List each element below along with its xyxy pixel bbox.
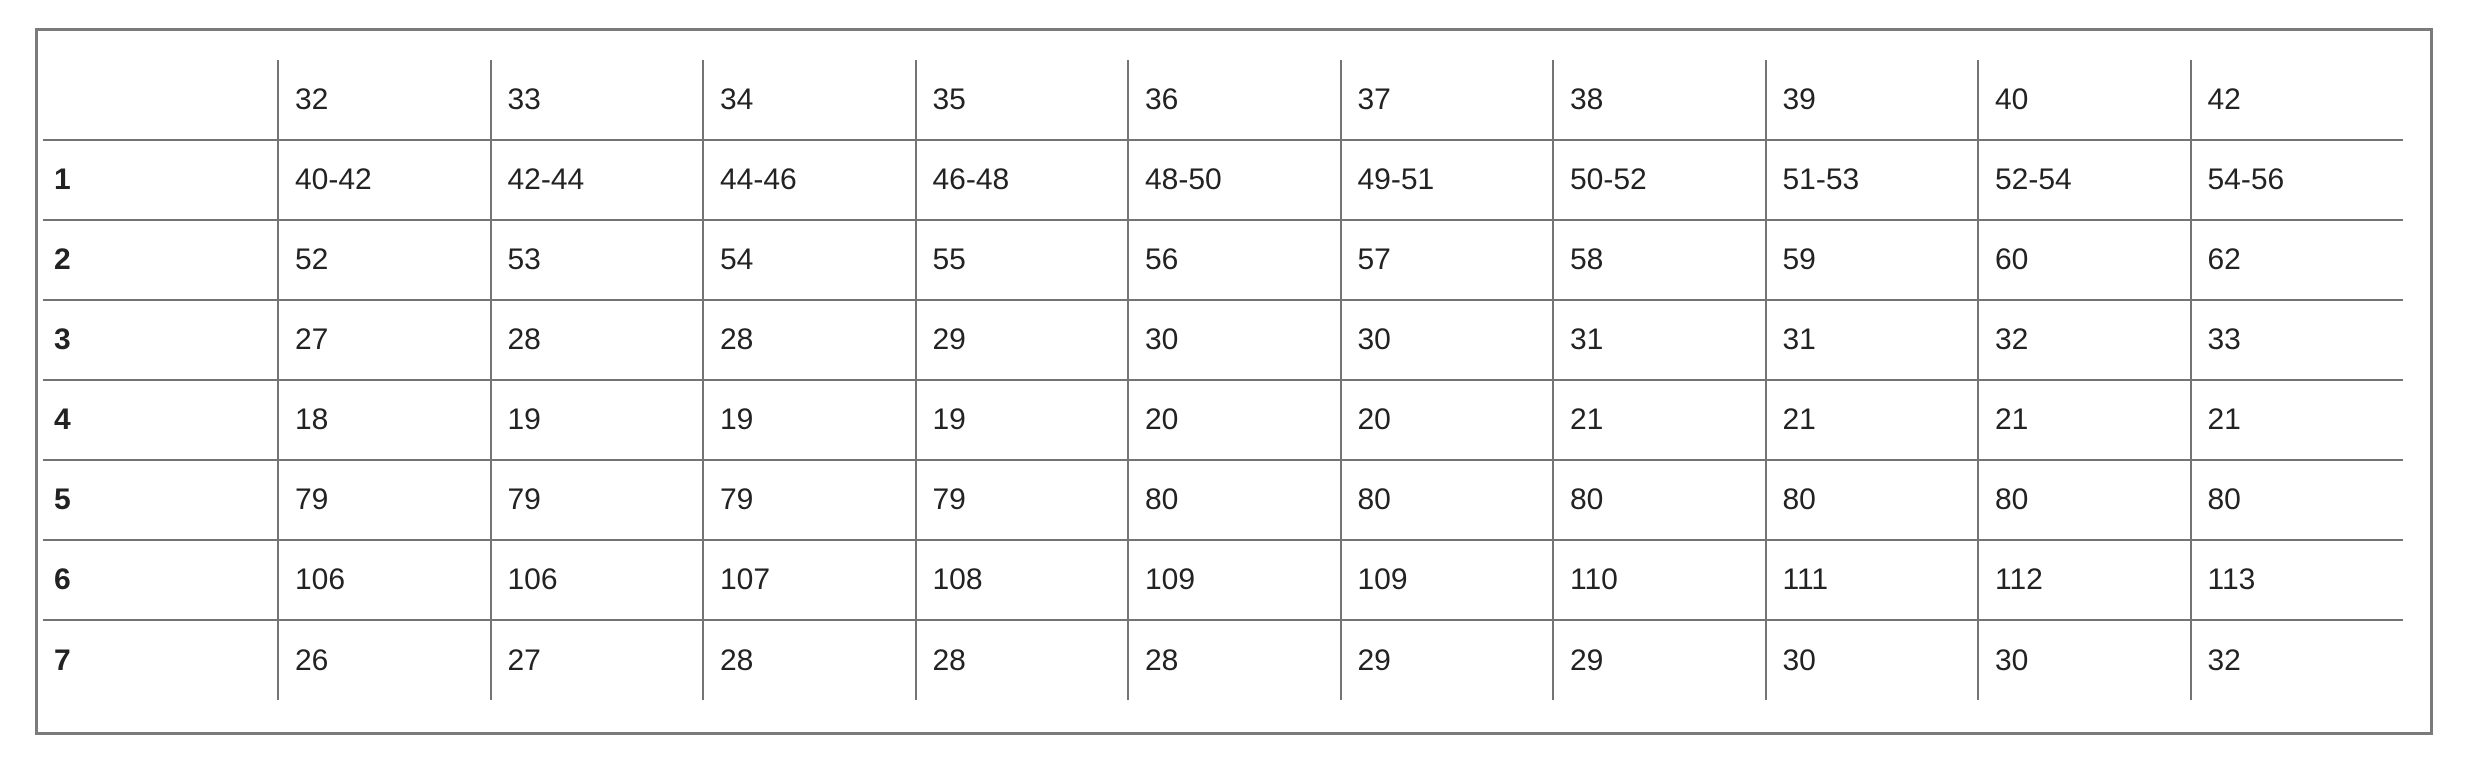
row-label-cell: 3 — [43, 300, 278, 380]
data-cell: 53 — [491, 220, 704, 300]
data-cell: 52-54 — [1978, 140, 2191, 220]
data-cell: 55 — [916, 220, 1129, 300]
data-cell: 40-42 — [278, 140, 491, 220]
data-cell: 62 — [2191, 220, 2404, 300]
data-cell: 28 — [491, 300, 704, 380]
table-row — [43, 460, 2403, 540]
data-cell: 80 — [1553, 460, 1766, 540]
data-cell: 21 — [1553, 380, 1766, 460]
data-cell: 54-56 — [2191, 140, 2404, 220]
data-cell: 44-46 — [703, 140, 916, 220]
data-cell: 108 — [916, 540, 1129, 620]
table-row — [43, 300, 2403, 380]
data-cell: 58 — [1553, 220, 1766, 300]
data-cell: 110 — [1553, 540, 1766, 620]
data-cell: 106 — [278, 540, 491, 620]
data-cell: 28 — [703, 620, 916, 700]
data-cell: 28 — [703, 300, 916, 380]
data-cell: 50-52 — [1553, 140, 1766, 220]
table-row — [43, 540, 2403, 620]
data-cell: 29 — [916, 300, 1129, 380]
column-header-cell: 35 — [916, 60, 1129, 140]
row-label-cell: 4 — [43, 380, 278, 460]
data-cell: 20 — [1128, 380, 1341, 460]
data-cell: 79 — [278, 460, 491, 540]
row-label-cell: 1 — [43, 140, 278, 220]
data-cell: 26 — [278, 620, 491, 700]
row-label-cell: 6 — [43, 540, 278, 620]
column-header-cell: 33 — [491, 60, 704, 140]
data-cell: 29 — [1341, 620, 1554, 700]
data-cell: 80 — [1766, 460, 1979, 540]
data-cell: 113 — [2191, 540, 2404, 620]
data-cell: 29 — [1553, 620, 1766, 700]
data-cell: 21 — [1978, 380, 2191, 460]
data-cell: 48-50 — [1128, 140, 1341, 220]
corner-cell — [43, 60, 278, 140]
data-cell: 79 — [491, 460, 704, 540]
data-cell: 28 — [1128, 620, 1341, 700]
data-cell: 31 — [1766, 300, 1979, 380]
data-cell: 42-44 — [491, 140, 704, 220]
data-cell: 60 — [1978, 220, 2191, 300]
column-header-cell: 32 — [278, 60, 491, 140]
data-cell: 80 — [1341, 460, 1554, 540]
table-row — [43, 220, 2403, 300]
data-cell: 20 — [1341, 380, 1554, 460]
size-table — [43, 60, 2403, 700]
data-cell: 49-51 — [1341, 140, 1554, 220]
data-cell: 57 — [1341, 220, 1554, 300]
data-cell: 32 — [2191, 620, 2404, 700]
row-label-cell: 5 — [43, 460, 278, 540]
data-cell: 80 — [1978, 460, 2191, 540]
table-row — [43, 140, 2403, 220]
data-cell: 19 — [491, 380, 704, 460]
data-cell: 21 — [2191, 380, 2404, 460]
data-cell: 79 — [703, 460, 916, 540]
header-row — [43, 60, 2403, 140]
table-row — [43, 620, 2403, 700]
size-table-body — [43, 60, 2403, 700]
column-header-cell: 34 — [703, 60, 916, 140]
data-cell: 51-53 — [1766, 140, 1979, 220]
data-cell: 30 — [1341, 300, 1554, 380]
data-cell: 19 — [703, 380, 916, 460]
data-cell: 80 — [2191, 460, 2404, 540]
data-cell: 109 — [1128, 540, 1341, 620]
column-header-cell: 39 — [1766, 60, 1979, 140]
data-cell: 19 — [916, 380, 1129, 460]
row-label-cell: 7 — [43, 620, 278, 700]
data-cell: 33 — [2191, 300, 2404, 380]
data-cell: 31 — [1553, 300, 1766, 380]
data-cell: 80 — [1128, 460, 1341, 540]
data-cell: 30 — [1766, 620, 1979, 700]
data-cell: 109 — [1341, 540, 1554, 620]
data-cell: 111 — [1766, 540, 1979, 620]
data-cell: 32 — [1978, 300, 2191, 380]
data-cell: 106 — [491, 540, 704, 620]
column-header-cell: 40 — [1978, 60, 2191, 140]
data-cell: 56 — [1128, 220, 1341, 300]
row-label-cell: 2 — [43, 220, 278, 300]
data-cell: 59 — [1766, 220, 1979, 300]
data-cell: 30 — [1978, 620, 2191, 700]
data-cell: 54 — [703, 220, 916, 300]
data-cell: 30 — [1128, 300, 1341, 380]
column-header-cell: 42 — [2191, 60, 2404, 140]
data-cell: 18 — [278, 380, 491, 460]
data-cell: 112 — [1978, 540, 2191, 620]
data-cell: 27 — [491, 620, 704, 700]
data-cell: 21 — [1766, 380, 1979, 460]
data-cell: 27 — [278, 300, 491, 380]
column-header-cell: 36 — [1128, 60, 1341, 140]
column-header-cell: 38 — [1553, 60, 1766, 140]
data-cell: 52 — [278, 220, 491, 300]
column-header-cell: 37 — [1341, 60, 1554, 140]
table-row — [43, 380, 2403, 460]
data-cell: 28 — [916, 620, 1129, 700]
data-cell: 107 — [703, 540, 916, 620]
data-cell: 46-48 — [916, 140, 1129, 220]
data-cell: 79 — [916, 460, 1129, 540]
